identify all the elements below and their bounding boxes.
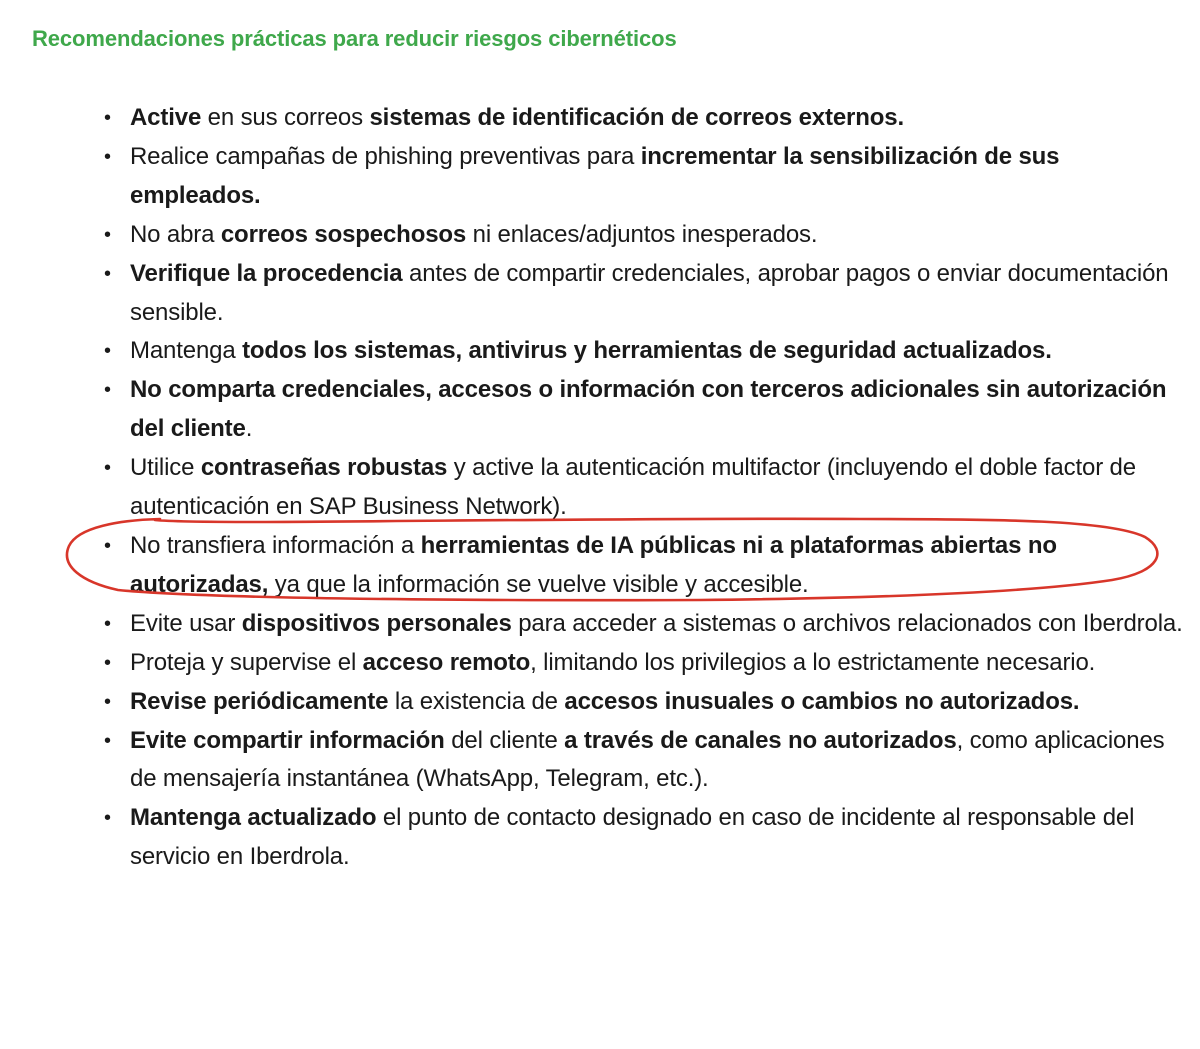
text: Proteja y supervise el — [130, 648, 363, 676]
text: No abra — [130, 220, 221, 248]
bold-text: accesos inusuales o cambios no autorizados. — [564, 687, 1080, 715]
text: y active la autenticación multifactor (incluyendo el doble factor de autenticación en SAP Business Network). — [130, 454, 1136, 521]
text: en sus correos — [201, 104, 370, 131]
text: Realice campañas de phishing preventivas para — [130, 142, 641, 170]
text: Evite usar — [130, 609, 242, 637]
list-item — [100, 683, 1190, 722]
bullet-dot: • — [104, 223, 111, 246]
list-item-circled — [100, 527, 1190, 605]
list-item — [100, 722, 1190, 800]
text: , limitando los privilegios a lo estrictamente necesario. — [530, 648, 1096, 676]
text: antes de compartir credenciales, aprobar pagos o enviar documentación sensible. — [130, 259, 1169, 326]
text: ya que la información se vuelve visible y accesible. — [268, 570, 809, 598]
bold-text: contraseñas robustas — [200, 454, 448, 482]
bold-text: Revise periódicamente — [130, 687, 389, 715]
list-item — [100, 449, 1190, 527]
bold-text: correos sospechosos — [220, 220, 467, 248]
bold-text: incrementar la sensibilización de sus empleados. — [130, 142, 1060, 209]
text: Mantenga — [130, 337, 243, 365]
text: , como aplicaciones de mensajería instantánea (WhatsApp, Telegram, etc.). — [130, 726, 1165, 793]
bold-text: a través de canales no autorizados — [564, 726, 957, 754]
bullet-dot: • — [104, 690, 111, 713]
bullet-dot: • — [104, 457, 111, 480]
list-item — [100, 799, 1190, 877]
bullet-dot: • — [104, 651, 111, 674]
list-item — [100, 138, 1190, 216]
bullet-dot: • — [104, 262, 111, 285]
text: . — [245, 415, 253, 443]
text: la existencia de — [388, 687, 565, 715]
bullet-dot: • — [104, 807, 111, 830]
bold-text: herramientas de IA públicas ni a plataformas abiertas no autorizadas, — [130, 531, 1057, 598]
bold-text: sistemas de identificación de correos externos. — [369, 104, 904, 131]
list-item — [100, 332, 1190, 371]
bold-text: Active — [130, 104, 202, 131]
bullet-dot: • — [104, 107, 111, 129]
list-item — [100, 605, 1190, 644]
list-item — [100, 371, 1190, 449]
section-heading: Recomendaciones prácticas para reducir riesgos cibernéticos — [32, 26, 677, 51]
text: del cliente — [444, 726, 565, 754]
bullet-dot: • — [104, 534, 111, 557]
list-item — [100, 644, 1190, 683]
bold-text: Evite compartir información — [130, 726, 445, 754]
list-item — [100, 99, 1190, 138]
text: el punto de contacto designado en caso de incidente al responsable del servicio en Iberdrola. — [130, 804, 1135, 871]
bold-text: acceso remoto — [362, 648, 531, 676]
bold-text: dispositivos personales — [241, 609, 512, 637]
bold-text: No comparta credenciales, accesos o información con terceros adicionales sin autorización del cliente — [130, 376, 1167, 443]
list-item — [100, 255, 1190, 333]
list-item — [100, 216, 1190, 255]
bold-text: Verifique la procedencia — [130, 259, 403, 287]
bold-text: Mantenga actualizado — [130, 804, 377, 832]
bullet-dot: • — [104, 340, 111, 363]
bullet-dot: • — [104, 612, 111, 635]
text: ni enlaces/adjuntos inesperados. — [466, 220, 818, 248]
text: para acceder a sistemas o archivos relacionados con Iberdrola. — [511, 609, 1183, 637]
bold-text: todos los sistemas, antivirus y herramientas de seguridad actualizados. — [242, 337, 1052, 365]
bullet-dot: • — [104, 729, 111, 752]
text: Utilice — [130, 454, 201, 482]
bullet-dot: • — [104, 379, 111, 402]
recommendations-list — [100, 99, 1190, 877]
text: No transfiera información a — [130, 531, 421, 559]
bullet-dot: • — [104, 145, 111, 168]
